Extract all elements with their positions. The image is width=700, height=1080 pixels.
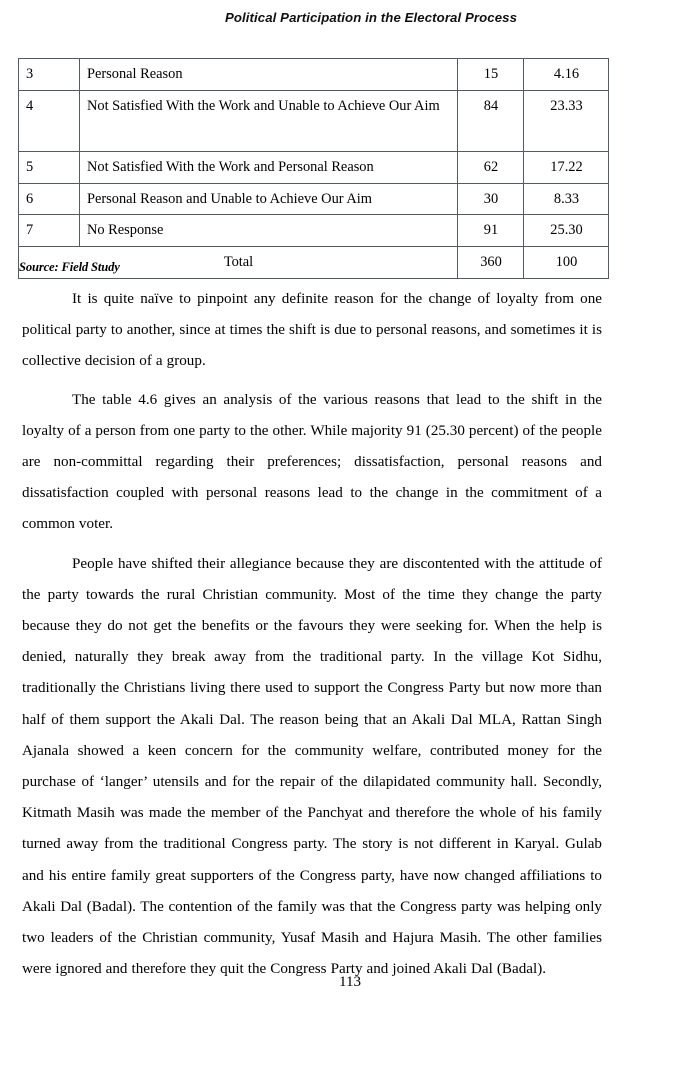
cell-reason: No Response	[80, 215, 458, 247]
cell-total-count: 360	[458, 247, 524, 279]
cell-total-label: Total	[19, 247, 458, 279]
paragraph: It is quite naïve to pinpoint any definite reason for the change of loyalty from one political party to another, since at times the shift is due to personal reasons, and sometimes it is collective decision of a group.	[22, 291, 602, 370]
paragraph: People have shifted their allegiance because they are discontented with the attitude of the party towards the rural Christian community. Most of the time they change the party because they do not get the benefits or the favours they were seeking for. When the help is denied, naturally they break away from the traditional party. In the village Kot Sidhu, traditionally the Christians living there used to support the Congress Party but now more than half of them support the Akali Dal. The reason being that an Akali Dal MLA, Rattan Singh Ajanala showed a keen concern for the community welfare, contributed money for the purchase of ‘langer’ utensils and for the repair of the dilapidated community hall. Secondly, Kitmath Masih was made the member of the Panchyat and therefore the whole of his family turned away from the traditional Congress party. The story is not different in Karyal. Gulab and his entire family great supporters of the Congress party, have now changed affiliations to Akali Dal (Badal). The contention of the family was that the Congress party was helping only two leaders of the Christian community, Yusaf Masih and Hajura Masih. The other families were ignored and therefore they quit the Congress Party and joined Akali Dal (Badal).	[22, 555, 602, 978]
cell-count: 15	[458, 59, 524, 91]
cell-percent: 8.33	[524, 183, 609, 215]
table-row	[19, 183, 609, 215]
body-text-column	[22, 284, 602, 985]
table-body	[19, 59, 609, 279]
cell-reason: Not Satisfied With the Work and Personal Reason	[80, 151, 458, 183]
cell-reason: Personal Reason and Unable to Achieve Our Aim	[80, 183, 458, 215]
cell-reason: Personal Reason	[80, 59, 458, 91]
paragraph: The table 4.6 gives an analysis of the various reasons that lead to the shift in the loyalty of a person from one party to the other. While majority 91 (25.30 percent) of the people are non-committal regarding their preferences; dissatisfaction, personal reasons and dissatisfaction coupled with personal reasons lead to the change in the commitment of a common voter.	[22, 391, 602, 533]
cell-count: 30	[458, 183, 524, 215]
cell-sno: 3	[19, 59, 80, 91]
table-row	[19, 151, 609, 183]
cell-sno: 4	[19, 90, 80, 151]
table-row	[19, 215, 609, 247]
page-number: 113	[338, 974, 362, 990]
cell-sno: 7	[19, 215, 80, 247]
cell-percent: 23.33	[524, 90, 609, 151]
cell-percent: 17.22	[524, 151, 609, 183]
reasons-frequency-table	[18, 58, 609, 279]
table-row	[19, 90, 609, 151]
cell-count: 84	[458, 90, 524, 151]
data-table-container	[18, 58, 608, 279]
cell-sno: 6	[19, 183, 80, 215]
cell-percent: 25.30	[524, 215, 609, 247]
cell-reason: Not Satisfied With the Work and Unable to Achieve Our Aim	[80, 90, 458, 151]
table-source-note: Source: Field Study	[19, 260, 120, 274]
cell-count: 62	[458, 151, 524, 183]
table-row	[19, 59, 609, 91]
cell-percent: 4.16	[524, 59, 609, 91]
cell-count: 91	[458, 215, 524, 247]
cell-total-percent: 100	[524, 247, 609, 279]
cell-sno: 5	[19, 151, 80, 183]
running-header-title: Political Participation in the Electoral Process	[224, 10, 518, 25]
